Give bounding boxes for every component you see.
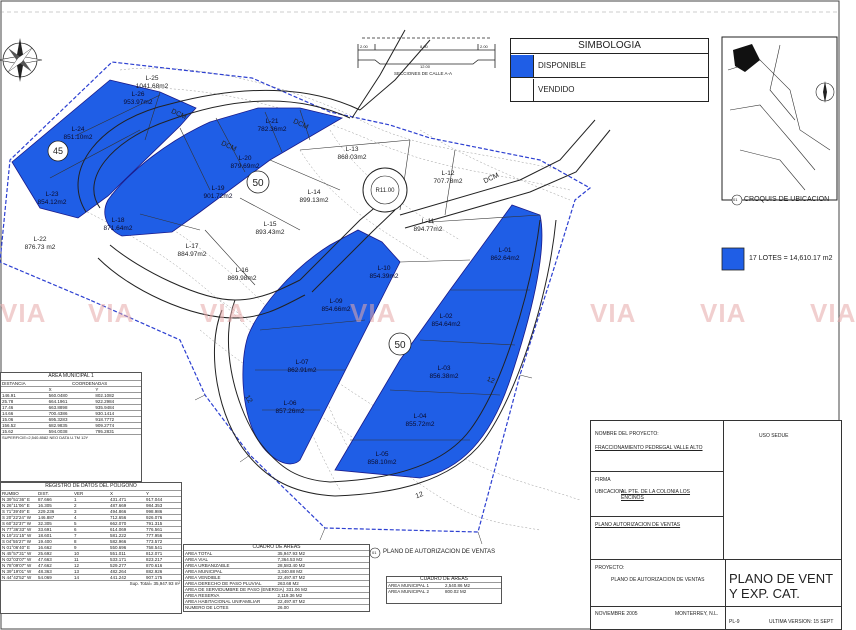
cuadro-areas2-rows xyxy=(387,582,501,594)
legend-label-vendido: VENDIDO xyxy=(538,85,575,94)
lot-area-label: 879.69m2 xyxy=(230,163,260,170)
area-municipal-subheader xyxy=(1,386,141,392)
cuadro-areas-title: CUADRO DE AREAS xyxy=(252,544,301,550)
title-big-1: PLANO DE VENT xyxy=(729,571,834,586)
lot-area-label: 854.64m2 xyxy=(431,321,461,328)
lot-id-label: L-15 xyxy=(263,221,277,228)
table-cell: 664.1961 xyxy=(48,399,68,404)
table-cell: 922.2984 xyxy=(95,399,115,404)
nombre-label: NOMBRE DEL PROYECTO: xyxy=(595,431,659,437)
lot-area-label: 858.10m2 xyxy=(367,459,397,466)
table-cell: 560.0480 xyxy=(48,393,68,398)
north-arrow-icon xyxy=(0,38,42,82)
col-y: Y xyxy=(95,387,99,392)
lot-area-label: 884.97m2 xyxy=(177,251,207,258)
area-municipal-footer xyxy=(1,434,141,440)
cuadro-areas-row xyxy=(184,568,369,574)
plano-badge: 01 xyxy=(372,550,377,555)
table-cell: AREA URBANIZABLE xyxy=(185,563,230,568)
legend xyxy=(510,38,709,102)
watermark: VIA xyxy=(700,298,747,328)
table-cell: 331.06 M2 xyxy=(286,587,308,592)
table-cell: AREA MUNICIPAL 1 xyxy=(388,583,430,588)
area-municipal-row xyxy=(1,410,141,416)
registro-row xyxy=(1,568,181,574)
table-cell: 7,364.53 M2 xyxy=(277,557,303,562)
table-cell: 550.696 xyxy=(110,545,127,550)
table-cell: N 39°19'01" W xyxy=(2,569,32,574)
table-cell: 16.662 xyxy=(38,545,52,550)
table-cell: 19.400 xyxy=(38,539,52,544)
cuadro-areas-row xyxy=(184,562,369,568)
lot-area-label: 862.64m2 xyxy=(490,255,520,262)
table-cell: 54.069 xyxy=(38,575,52,580)
table-cell: 13 xyxy=(74,569,80,574)
table-cell: 529.277 xyxy=(110,563,127,568)
table-cell: 551.011 xyxy=(110,551,126,556)
table-cell: 695.3283 xyxy=(48,417,68,422)
table-cell: 15.06 xyxy=(2,417,14,422)
table-cell: 17.46 xyxy=(2,405,14,410)
lot-area-label: 854.12m2 xyxy=(37,199,67,206)
table-cell: 32.305 xyxy=(38,521,52,526)
legend-swatch-vendido xyxy=(511,79,534,101)
table-cell: 26.00 xyxy=(277,605,289,610)
table-cell: 146.887 xyxy=(38,515,55,520)
table-cell: 800.02 M2 xyxy=(445,589,467,594)
table-cell: 4 xyxy=(74,515,77,520)
lot-id-label: L-09 xyxy=(329,298,343,305)
cuadro-areas-row xyxy=(184,556,369,562)
nombre-proyecto: FRACCIONAMIENTO PEDREGAL VALLE ALTO xyxy=(595,445,703,451)
lot-id-label: L-22 xyxy=(33,236,47,243)
table-cell: 930.1414 xyxy=(95,411,115,416)
registro-row xyxy=(1,562,181,568)
street-label: DCM xyxy=(169,108,188,122)
table-cell: 777.956 xyxy=(146,533,163,538)
location-caption: CROQUIS DE UBICACION xyxy=(744,196,830,203)
table-cell: N 77°36'33" W xyxy=(2,527,32,532)
cuadro-areas-row xyxy=(184,604,369,610)
table-cell: 663.8898 xyxy=(48,405,68,410)
table-cell: 791.315 xyxy=(146,521,163,526)
area-municipal-header xyxy=(1,380,141,386)
cuadro-areas-row xyxy=(184,598,369,604)
cuadro-areas2-row xyxy=(387,588,501,594)
table-cell: S 71°39'49" E xyxy=(2,509,30,514)
registro-row xyxy=(1,526,181,532)
registro-row xyxy=(1,550,181,556)
area-circle-label: 45 xyxy=(52,146,64,156)
table-cell: 998.986 xyxy=(146,509,163,514)
table-cell: N 44°42'52" W xyxy=(2,575,32,580)
table-cell: 935.9484 xyxy=(95,405,115,410)
cuadro-areas2-table xyxy=(386,576,502,604)
table-cell: 812.071 xyxy=(146,551,163,556)
table-cell: AREA VIAL xyxy=(185,557,209,562)
table-cell: 823.217 xyxy=(146,557,163,562)
lot-area-label: 854.39m2 xyxy=(369,273,399,280)
cuadro-areas-rows xyxy=(184,550,369,610)
watermark: VIA xyxy=(350,298,397,328)
lot-area-label: 707.78m2 xyxy=(433,178,463,185)
lot-area-label: 856.38m2 xyxy=(429,373,459,380)
area-municipal-row xyxy=(1,392,141,398)
table-cell: 2,540.86 M2 xyxy=(445,583,471,588)
street-label: DCM xyxy=(291,118,310,132)
table-cell: N 78°09'07" W xyxy=(2,563,32,568)
area-municipal-row xyxy=(1,416,141,422)
table-cell: 614.069 xyxy=(110,527,127,532)
table-cell: 802.1082 xyxy=(95,393,115,398)
table-cell: 18.601 xyxy=(38,533,52,538)
registro-row xyxy=(1,544,181,550)
lot-area-label: 857.26m2 xyxy=(275,408,305,415)
table-cell: 907.175 xyxy=(146,575,163,580)
table-cell: 229.236 xyxy=(38,509,55,514)
watermark: VIA xyxy=(590,298,637,328)
lot-area-label: 953.97m2 xyxy=(123,99,153,106)
lot-area-label: 893.43m2 xyxy=(255,229,285,236)
lot-id-label: L-24 xyxy=(71,126,85,133)
table-cell: 47.662 xyxy=(38,563,52,568)
cuadro-areas-row xyxy=(184,592,369,598)
table-cell: 8 xyxy=(74,539,77,544)
lot-id-label: L-21 xyxy=(265,118,279,125)
lot-id-label: L-06 xyxy=(283,400,297,407)
title-big-2: Y EXP. CAT. xyxy=(729,586,800,601)
firma-label: FIRMA xyxy=(595,477,611,483)
table-cell: N 26°11'06" E xyxy=(2,503,30,508)
legend-item-vendido xyxy=(511,78,708,101)
lot-area-label: 899.13m2 xyxy=(299,197,329,204)
lot-id-label: L-02 xyxy=(439,313,453,320)
street-label: DCM xyxy=(482,172,501,186)
lot-id-label: L-25 xyxy=(145,75,159,82)
lot-area-label: 868.03m2 xyxy=(337,154,367,161)
table-cell: 48.363 xyxy=(38,569,52,574)
table-cell: 10 xyxy=(74,551,80,556)
area-municipal-footer-text: SUPERFICIE=2,540.8582 NEO DATA U.TM 12Y xyxy=(2,435,89,440)
table-cell: N 01°06'40" E xyxy=(2,545,31,550)
table-cell: 482.264 xyxy=(110,569,127,574)
lot-area-label: 851.10m2 xyxy=(63,134,93,141)
ubicacion-label: UBICACION: xyxy=(595,489,625,495)
lot-area-label: 894.77m2 xyxy=(413,226,443,233)
table-cell: 909.2774 xyxy=(95,423,115,428)
registro-row xyxy=(1,574,181,580)
section-title: SECCIONES DE CALLE A-A xyxy=(394,71,453,76)
watermark: VIA xyxy=(810,298,856,328)
cuadro-areas-row xyxy=(184,574,369,580)
cuadro-areas-row xyxy=(184,580,369,586)
area-municipal-row xyxy=(1,422,141,428)
table-cell: 146.91 xyxy=(2,393,16,398)
registro-row xyxy=(1,502,181,508)
table-cell: 870.616 xyxy=(146,563,163,568)
table-cell: 14.66 xyxy=(2,411,14,416)
table-cell: 2,119.36 M2 xyxy=(277,593,303,598)
col-x: X xyxy=(48,387,52,392)
table-cell: 984.353 xyxy=(146,503,163,508)
table-cell: 11 xyxy=(74,557,79,562)
table-cell: 28,583.40 M2 xyxy=(277,563,306,568)
table-cell: 1 xyxy=(74,497,77,502)
table-cell: 758.541 xyxy=(146,545,163,550)
table-cell: 33.691 xyxy=(38,527,52,532)
table-cell: 581.222 xyxy=(110,533,127,538)
title-block xyxy=(590,420,842,630)
table-cell: AREA RESERVA xyxy=(185,593,220,598)
lot-id-label: L-16 xyxy=(235,267,249,274)
lot-id-label: L-12 xyxy=(441,170,455,177)
proyecto-label: PROYECTO: xyxy=(595,565,625,571)
area-municipal-row xyxy=(1,398,141,404)
table-cell: S 60°32'37" W xyxy=(2,521,32,526)
lot-id-label: L-23 xyxy=(45,191,59,198)
table-cell: 22,497.87 M2 xyxy=(277,575,306,580)
lot-area-label: 869.98m2 xyxy=(227,275,257,282)
lot-id-label: L-26 xyxy=(131,91,145,98)
table-cell: N 02°03'07" W xyxy=(2,557,32,562)
table-cell: 594.0038 xyxy=(48,429,68,434)
table-cell: 156.52 xyxy=(2,423,16,428)
table-cell: 441.242 xyxy=(110,575,127,580)
area-circle-label: R11.00 xyxy=(375,188,395,194)
table-cell: 917.044 xyxy=(146,497,163,502)
table-cell: 7 xyxy=(74,533,77,538)
watermark: VIA xyxy=(0,298,47,328)
cuadro-areas-table xyxy=(183,544,370,612)
registro-footer xyxy=(1,580,181,586)
cuadro-areas-row xyxy=(184,550,369,556)
table-cell: 662.070 xyxy=(110,521,127,526)
lot-id-label: L-05 xyxy=(375,451,389,458)
table-cell: 87.666 xyxy=(38,497,52,502)
table-cell: 22,497.87 M2 xyxy=(277,599,306,604)
location-badge: 01 xyxy=(733,197,738,202)
table-cell: 494.866 xyxy=(110,509,127,514)
registro-title: REGISTRO DE DATOS DEL POLIGONO xyxy=(45,483,137,489)
lot-area-label: 876.73 m2 xyxy=(24,244,56,251)
table-cell: 918.7772 xyxy=(95,417,115,422)
registro-row xyxy=(1,538,181,544)
registro-header xyxy=(1,490,181,496)
section-dim-1: 2.00 xyxy=(360,44,368,49)
legend-label-disponible: DISPONIBLE xyxy=(538,61,587,70)
registro-rows xyxy=(1,496,181,580)
table-cell: AREA HABITACIONAL UNIFAMILIAR xyxy=(185,599,261,604)
table-cell: 9 xyxy=(74,545,77,550)
table-cell: AREA VENDIBLE xyxy=(185,575,221,580)
area-municipal-row xyxy=(1,428,141,434)
lot-area-label: 871.64m2 xyxy=(103,225,133,232)
lot-id-label: L-10 xyxy=(377,265,391,272)
table-cell: AREA TOTAL xyxy=(185,551,213,556)
lot-id-label: L-20 xyxy=(238,155,252,162)
area-circle-label: 50 xyxy=(394,340,406,351)
proyecto-value: PLANO DE AUTORIZACION DE VENTAS xyxy=(611,577,705,583)
lot-id-label: L-19 xyxy=(211,185,225,192)
lot-area-label: 862.91m2 xyxy=(287,367,317,374)
table-cell: 25.692 xyxy=(38,551,52,556)
col-rumbo: RUMBO xyxy=(2,491,19,496)
ubicacion-value: AL PTE. DE LA COLONIA LOS ENCINOS xyxy=(621,489,691,501)
lot-id-label: L-01 xyxy=(498,247,512,254)
lot-id-label: L-03 xyxy=(437,365,451,372)
legend-item-disponible xyxy=(511,54,708,78)
table-cell: 533.171 xyxy=(110,557,127,562)
table-cell: S 20°22'24" W xyxy=(2,515,32,520)
table-cell: 487.669 xyxy=(110,503,127,508)
table-cell: 12 xyxy=(74,563,80,568)
available-summary: 17 LOTES = 14,610.17 m2 xyxy=(749,255,833,262)
lot-id-label: L-04 xyxy=(413,413,427,420)
registro-footer-text: Sup. Total= 35,947.93 m² xyxy=(129,581,180,586)
section-dim-2: 8.00 xyxy=(420,44,428,49)
watermark: VIA xyxy=(200,298,247,328)
table-cell: N 39°51'36" E xyxy=(2,497,31,502)
col-ver: VER xyxy=(74,491,84,496)
table-cell: 3,340.88 M2 xyxy=(277,569,303,574)
table-cell: NUMERO DE LOTES xyxy=(185,605,229,610)
registro-row xyxy=(1,496,181,502)
table-cell: 16.305 xyxy=(38,503,52,508)
table-cell: 431.471 xyxy=(110,497,127,502)
table-cell: 263.68 M2 xyxy=(277,581,299,586)
registro-row xyxy=(1,508,181,514)
cuadro-areas2-title: CUADRO DE AREAS xyxy=(419,576,469,582)
plano-value: PLANO AUTORIZACION DE VENTAS xyxy=(595,522,681,528)
lot-id-label: L-17 xyxy=(185,243,199,250)
table-cell: 700.4386 xyxy=(48,411,68,416)
table-cell: 582.966 xyxy=(110,539,127,544)
street-label: 12 xyxy=(414,490,425,501)
lot-area-label: 855.72m2 xyxy=(405,421,435,428)
table-cell: AREA DERECHO DE PASO PLUVIAL xyxy=(185,581,262,586)
col-reg-y: Y xyxy=(146,491,150,496)
col-distancia: DISTANCIA xyxy=(2,381,26,386)
table-cell: 6 xyxy=(74,527,77,532)
table-cell: 25.78 xyxy=(2,399,14,404)
table-cell: 773.572 xyxy=(146,539,163,544)
lot-id-label: L-14 xyxy=(307,189,321,196)
registro-row xyxy=(1,514,181,520)
table-cell: 2 xyxy=(74,503,77,508)
area-municipal-rows xyxy=(1,392,141,434)
table-cell: 5 xyxy=(74,521,77,526)
area-municipal-row xyxy=(1,404,141,410)
table-cell: 14 xyxy=(74,575,80,580)
lot-id-label: L-18 xyxy=(111,217,125,224)
table-cell: S 04°55'27" W xyxy=(2,539,32,544)
table-cell: AREA MUNICIPAL xyxy=(185,569,223,574)
lot-area-label: 854.66m2 xyxy=(321,306,351,313)
table-cell: N 45°57'31" W xyxy=(2,551,32,556)
legend-swatch-disponible xyxy=(511,55,534,77)
fecha: NOVIEMBRE 2005 xyxy=(595,611,638,617)
lot-area-label: 1041.68m2 xyxy=(135,83,169,90)
uso-sedue: USO SEDUE xyxy=(759,433,789,439)
section-dim-3: 2.00 xyxy=(480,44,488,49)
clave: PL-9 xyxy=(729,619,740,625)
registro-table xyxy=(0,482,182,614)
legend-title: SIMBOLOGIA xyxy=(511,39,708,54)
table-cell: 682.9835 xyxy=(48,423,68,428)
street-label: 12 xyxy=(485,375,496,386)
registro-row xyxy=(1,520,181,526)
table-cell: 712.656 xyxy=(110,515,127,520)
col-dist: DIST. xyxy=(38,491,50,496)
table-cell: 795.2831 xyxy=(95,429,115,434)
registro-row xyxy=(1,556,181,562)
table-cell: 926.076 xyxy=(146,515,163,520)
plano-label: PLANO DE AUTORIZACION DE VENTAS xyxy=(383,549,496,555)
table-cell: N 19°21'15" W xyxy=(2,533,32,538)
table-cell: AREA MUNICIPAL 2 xyxy=(388,589,430,594)
table-cell: 882.926 xyxy=(146,569,163,574)
lot-id-label: L-13 xyxy=(345,146,359,153)
table-cell: 3 xyxy=(74,509,77,514)
watermark: VIA xyxy=(88,298,135,328)
table-cell: AREA DE SERVIDUMBRE DE PASO (ENERGIA) xyxy=(185,587,285,592)
lot-id-label: L-07 xyxy=(295,359,309,366)
col-reg-x: X xyxy=(110,491,114,496)
table-cell: 47.663 xyxy=(38,557,52,562)
table-cell: 15.62 xyxy=(2,429,14,434)
version: ULTIMA VERSION: 15 SEPT xyxy=(769,619,834,625)
lot-id-label: L-11 xyxy=(421,218,435,225)
ciudad: MONTERREY, N.L. xyxy=(675,611,719,617)
area-circle-label: 50 xyxy=(252,178,264,189)
col-coordenadas: COORDENADAS xyxy=(72,381,108,386)
lot-area-label: 782.36m2 xyxy=(257,126,287,133)
table-cell: 35,947.93 M2 xyxy=(277,551,306,556)
section-dim-total: 12.00 xyxy=(420,64,431,69)
street-label: 12 xyxy=(243,394,254,405)
registro-row xyxy=(1,532,181,538)
lot-area-label: 901.72m2 xyxy=(203,193,233,200)
cuadro-areas-row xyxy=(184,586,369,592)
street-label: DCM xyxy=(219,140,238,154)
table-cell: 776.561 xyxy=(146,527,163,532)
area-municipal-title: AREA MUNICIPAL 1 xyxy=(48,373,94,379)
area-municipal-table xyxy=(0,372,142,482)
cuadro-areas2-row xyxy=(387,582,501,588)
